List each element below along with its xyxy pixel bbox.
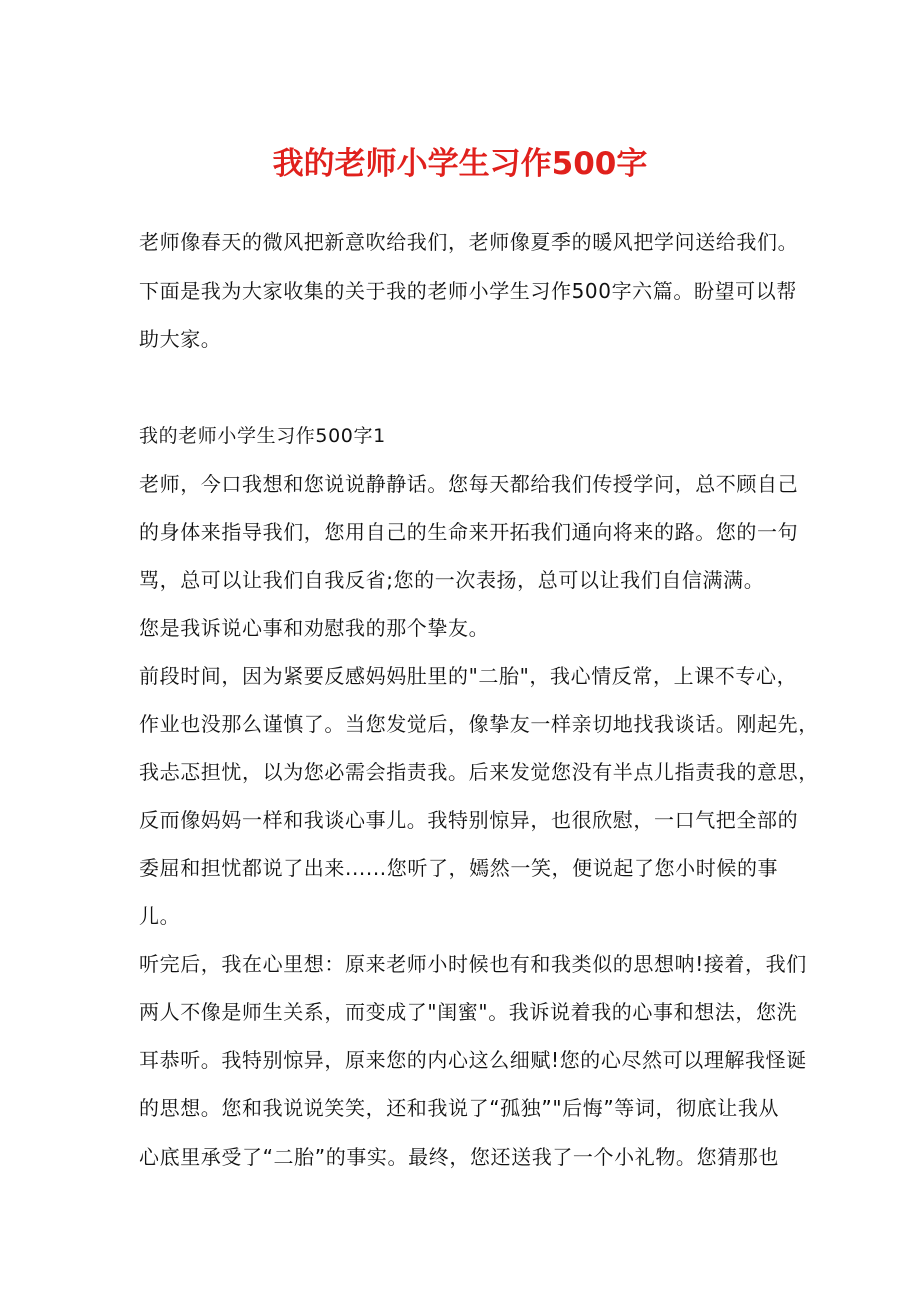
body-line: 儿。	[139, 904, 181, 928]
body-line: 耳恭听。我特别惊异，原来您的内心这么细赋!您的心尽然可以理解我怪诞	[139, 1048, 807, 1072]
body-line: 老师，今口我想和您说说静静话。您每天都给我们传授学问，总不顾自己	[139, 472, 799, 496]
intro-line: 助大家。	[139, 327, 222, 351]
body-line: 骂，总可以让我们自我反省;您的一次表扬，总可以让我们自信满满。	[139, 568, 765, 592]
section-heading: 我的老师小学生习作500字1	[139, 425, 386, 447]
body-line: 委屈和担忧都说了出来......您听了，嫣然一笑，便说起了您小时候的事	[139, 856, 779, 880]
body-line: 两人不像是师生关系，而变成了"闺蜜"。我诉说着我的心事和想法，您洗	[139, 1000, 798, 1024]
intro-line: 老师像春天的微风把新意吹给我们，老师像夏季的暖风把学问送给我们。	[139, 230, 799, 254]
body-line: 我忐忑担忧，以为您必需会指责我。后来发觉您没有半点儿指责我的意思，	[139, 760, 819, 784]
body-line: 的身体来指导我们，您用自己的生命来开拓我们通向将来的路。您的一句	[139, 520, 799, 544]
body-line: 听完后，我在心里想：原来老师小时候也有和我类似的思想呐!接着，我们	[139, 952, 807, 976]
body-line: 前段时间，因为紧要反感妈妈肚里的"二胎"，我心情反常，上课不专心，	[139, 664, 798, 688]
intro-line: 下面是我为大家收集的关于我的老师小学生习作500字六篇。盼望可以帮	[139, 279, 797, 303]
body-line: 的思想。您和我说说笑笑，还和我说了“孤独”"后悔”等词，彻底让我从	[139, 1096, 780, 1120]
body-line: 心底里承受了“二胎”的事实。最终，您还送我了一个小礼物。您猜那也	[139, 1145, 779, 1169]
body-line: 反而像妈妈一样和我谈心事儿。我特别惊异，也很欣慰，一口气把全部的	[139, 808, 799, 832]
body-line: 您是我诉说心事和劝慰我的那个挚友。	[139, 616, 490, 640]
body-line: 作业也没那么谨慎了。当您发觉后，像挚友一样亲切地找我谈话。刚起先，	[139, 712, 819, 736]
document-title: 我的老师小学生习作500字	[272, 146, 648, 182]
